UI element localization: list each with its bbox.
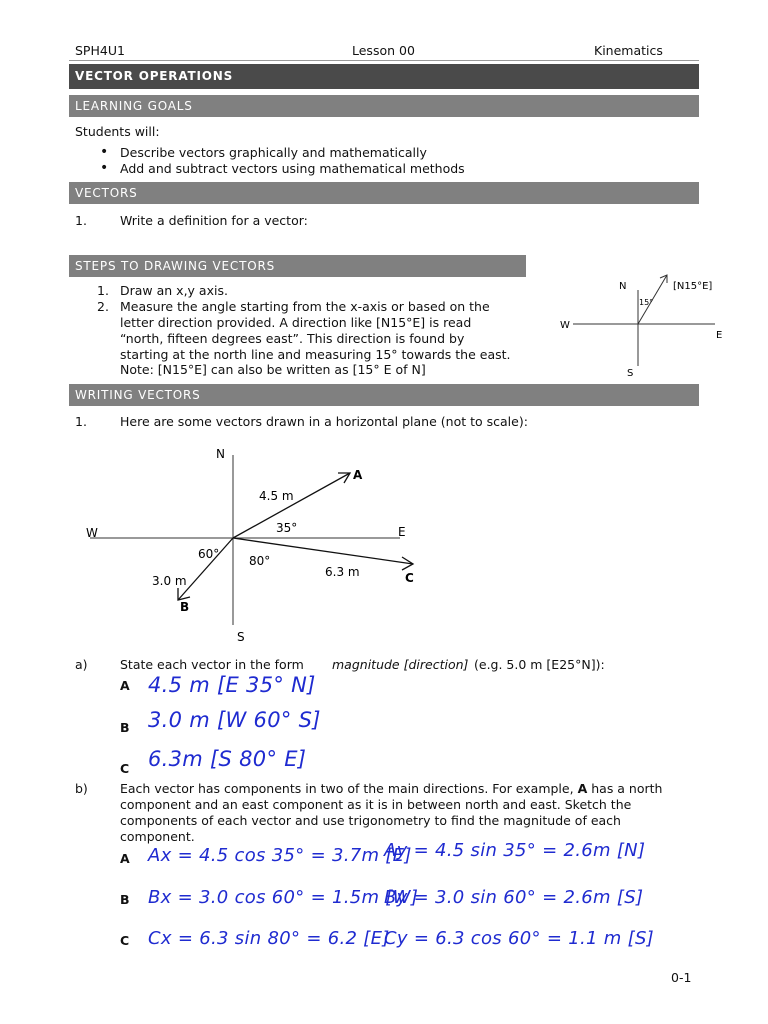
course-code: SPH4U1 bbox=[75, 43, 125, 58]
vector-b-magnitude: 3.0 m bbox=[152, 574, 187, 588]
small-compass-diagram bbox=[555, 270, 730, 382]
question-text: Write a definition for a vector: bbox=[120, 213, 308, 228]
part-b-line: component. bbox=[120, 829, 195, 844]
diagram-e: E bbox=[398, 525, 406, 539]
answer-label: A bbox=[120, 678, 130, 693]
vector-b-name: B bbox=[180, 600, 190, 614]
goal-item: Describe vectors graphically and mathematically bbox=[120, 145, 427, 160]
learning-goals-band: LEARNING GOALS bbox=[69, 95, 699, 117]
part-a-form: magnitude [direction] bbox=[332, 657, 469, 672]
goal-item: Add and subtract vectors using mathematical methods bbox=[120, 161, 465, 176]
vector-c-angle: 80° bbox=[249, 554, 271, 568]
vector-a-magnitude: 4.5 m bbox=[259, 489, 294, 503]
question-number: 1. bbox=[75, 414, 87, 429]
writing-vectors-band: WRITING VECTORS bbox=[69, 384, 699, 406]
vector-b-angle: 60° bbox=[198, 547, 220, 561]
handwritten-answer: 3.0 m [W 60° S] bbox=[148, 708, 321, 732]
part-b-line-text: Each vector has components in two of the main directions. For example, bbox=[120, 781, 574, 796]
header-rule bbox=[69, 60, 699, 61]
unit-name: Kinematics bbox=[594, 43, 663, 58]
small-compass-angle: 15° bbox=[639, 298, 654, 307]
handwritten-y-component: By = 3.0 sin 60° = 2.6m [S] bbox=[384, 887, 644, 908]
answer-label: B bbox=[120, 720, 130, 735]
step-line: Note: [N15°E] can also be written as [15° E of N] bbox=[120, 362, 426, 377]
diagram-s: S bbox=[237, 630, 245, 644]
vector-a-name: A bbox=[353, 468, 363, 482]
handwritten-y-component: Cy = 6.3 cos 60° = 1.1 m [S] bbox=[384, 928, 655, 949]
vector-c-magnitude: 6.3 m bbox=[325, 565, 360, 579]
handwritten-answer: 6.3m [S 80° E] bbox=[148, 747, 307, 771]
answer-label: A bbox=[120, 851, 130, 866]
goals-intro: Students will: bbox=[75, 124, 160, 139]
vector-c-name: C bbox=[405, 571, 414, 585]
handwritten-x-component: Ax = 4.5 cos 35° = 3.7m [E] bbox=[148, 845, 412, 866]
part-b-line: components of each vector and use trigonometry to find the magnitude of each bbox=[120, 813, 621, 828]
vector-a-angle: 35° bbox=[276, 521, 298, 535]
step-text: Draw an x,y axis. bbox=[120, 283, 228, 298]
part-a-example: (e.g. 5.0 m [E25°N]): bbox=[474, 657, 605, 672]
steps-band: STEPS TO DRAWING VECTORS bbox=[69, 255, 526, 277]
part-b-bold-a: A bbox=[577, 781, 588, 796]
step-number: 1. bbox=[97, 283, 109, 298]
small-compass-s: S bbox=[627, 368, 634, 379]
vector-diagram bbox=[70, 440, 450, 650]
question-text: Here are some vectors drawn in a horizontal plane (not to scale): bbox=[120, 414, 528, 429]
small-compass-vector-label: [N15°E] bbox=[673, 281, 713, 292]
bullet-icon: • bbox=[100, 144, 109, 160]
step-number: 2. bbox=[97, 299, 109, 314]
lesson-number: Lesson 00 bbox=[352, 43, 415, 58]
answer-label: B bbox=[120, 892, 130, 907]
part-b-line-tail: has a north bbox=[591, 781, 663, 796]
step-line: letter direction provided. A direction like [N15°E] is read bbox=[120, 315, 472, 330]
step-line: “north, fifteen degrees east”. This direction is found by bbox=[120, 331, 465, 346]
small-compass-e: E bbox=[716, 330, 723, 341]
step-line: starting at the north line and measuring 15° towards the east. bbox=[120, 347, 511, 362]
part-a-prompt: State each vector in the form bbox=[120, 657, 304, 672]
part-b-line bbox=[120, 781, 662, 797]
answer-label: C bbox=[120, 761, 130, 776]
title-band: VECTOR OPERATIONS bbox=[69, 64, 699, 89]
bullet-icon: • bbox=[100, 160, 109, 176]
handwritten-y-component: Ay = 4.5 sin 35° = 2.6m [N] bbox=[384, 840, 646, 861]
diagram-w: W bbox=[86, 526, 98, 540]
page-number: 0-1 bbox=[671, 970, 692, 985]
handwritten-answer: 4.5 m [E 35° N] bbox=[148, 673, 316, 697]
vectors-band: VECTORS bbox=[69, 182, 699, 204]
small-compass-n: N bbox=[619, 281, 627, 292]
handwritten-x-component: Cx = 6.3 sin 80° = 6.2 [E] bbox=[148, 928, 390, 949]
part-a-letter: a) bbox=[75, 657, 88, 672]
part-b-line: component and an east component as it is in between north and east. Sketch the bbox=[120, 797, 632, 812]
part-b-letter: b) bbox=[75, 781, 88, 796]
step-line: Measure the angle starting from the x-axis or based on the bbox=[120, 299, 490, 314]
small-compass-w: W bbox=[560, 320, 570, 331]
question-number: 1. bbox=[75, 213, 87, 228]
answer-label: C bbox=[120, 933, 130, 948]
handwritten-x-component: Bx = 3.0 cos 60° = 1.5m [W] bbox=[148, 887, 419, 908]
diagram-n: N bbox=[216, 447, 225, 461]
